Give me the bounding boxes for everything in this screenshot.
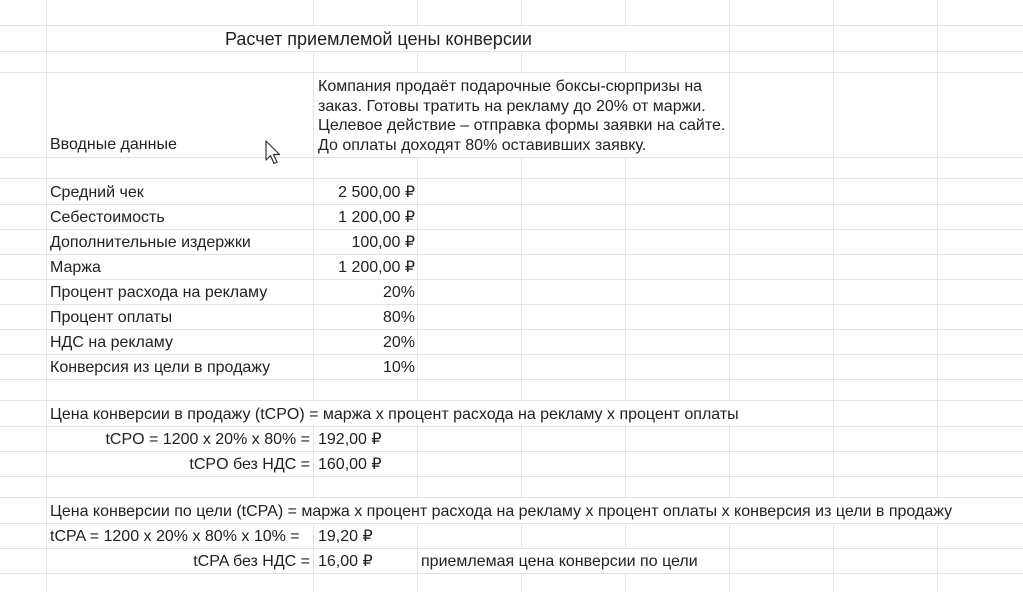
input-value: 100,00 ₽ xyxy=(351,234,415,251)
cpa-net-value: 16,00 ₽ xyxy=(318,553,373,570)
mouse-cursor-icon xyxy=(265,140,283,166)
input-value: 1 200,00 ₽ xyxy=(338,209,415,226)
cpo-net-value: 160,00 ₽ xyxy=(318,456,382,473)
page-title: Расчет приемлемой цены конверсии xyxy=(225,29,532,49)
row-divider xyxy=(0,451,1023,452)
row-divider xyxy=(0,573,1023,574)
input-label: Средний чек xyxy=(50,184,144,201)
row-divider xyxy=(0,523,1023,524)
input-value: 20% xyxy=(382,284,415,301)
row-divider xyxy=(0,329,1023,330)
input-value: 1 200,00 ₽ xyxy=(338,259,415,276)
row-divider xyxy=(0,476,1023,477)
input-label: Конверсия из цели в продажу xyxy=(50,359,271,376)
input-value: 80% xyxy=(382,309,415,326)
cpo-calc-value: 192,00 ₽ xyxy=(318,431,382,448)
input-data-label: Вводные данные xyxy=(50,136,177,153)
row-divider xyxy=(0,229,1023,230)
input-label: Процент расхода на рекламу xyxy=(50,284,268,301)
row-divider xyxy=(0,354,1023,355)
input-label: НДС на рекламу xyxy=(50,334,173,351)
cpa-calc-label: tCPA = 1200 х 20% х 80% х 10% = xyxy=(50,528,300,545)
row-divider xyxy=(0,426,1023,427)
cpo-formula: Цена конверсии в продажу (tCPO) = маржа х процент расхода на рекламу х процент оплаты xyxy=(50,406,739,423)
row-divider xyxy=(0,379,1023,380)
cpa-calc-value: 19,20 ₽ xyxy=(318,528,373,545)
input-label: Себестоимость xyxy=(50,209,165,226)
cpo-net-label: tCPO без НДС = xyxy=(189,456,310,473)
input-value: 20% xyxy=(382,334,415,351)
row-divider xyxy=(0,157,1023,158)
row-divider xyxy=(0,204,1023,205)
row-divider xyxy=(0,51,1023,52)
input-label: Процент оплаты xyxy=(50,309,173,326)
row-divider xyxy=(0,279,1023,280)
description-text: Компания продаёт подарочные боксы-сюрпризы на заказ. Готовы тратить на рекламу до 20% от маржи. Целевое действие – отправка формы заявки на сайте. До оплаты доходят 80% оставивших заявку. xyxy=(318,78,726,154)
row-divider xyxy=(0,178,1023,179)
cpa-note: приемлемая цена конверсии по цели xyxy=(421,553,698,570)
cpa-net-label: tCPA без НДС = xyxy=(193,553,310,570)
input-label: Дополнительные издержки xyxy=(50,234,251,251)
row-divider xyxy=(0,304,1023,305)
input-value: 2 500,00 ₽ xyxy=(338,184,415,201)
cpa-formula: Цена конверсии по цели (tCPA) = маржа х процент расхода на рекламу х процент оплаты х конверсия из цели в продажу xyxy=(50,503,953,520)
input-value: 10% xyxy=(382,359,415,376)
input-label: Маржа xyxy=(50,259,101,276)
cpo-calc-label: tCPO = 1200 х 20% х 80% = xyxy=(105,431,310,448)
row-divider xyxy=(0,254,1023,255)
